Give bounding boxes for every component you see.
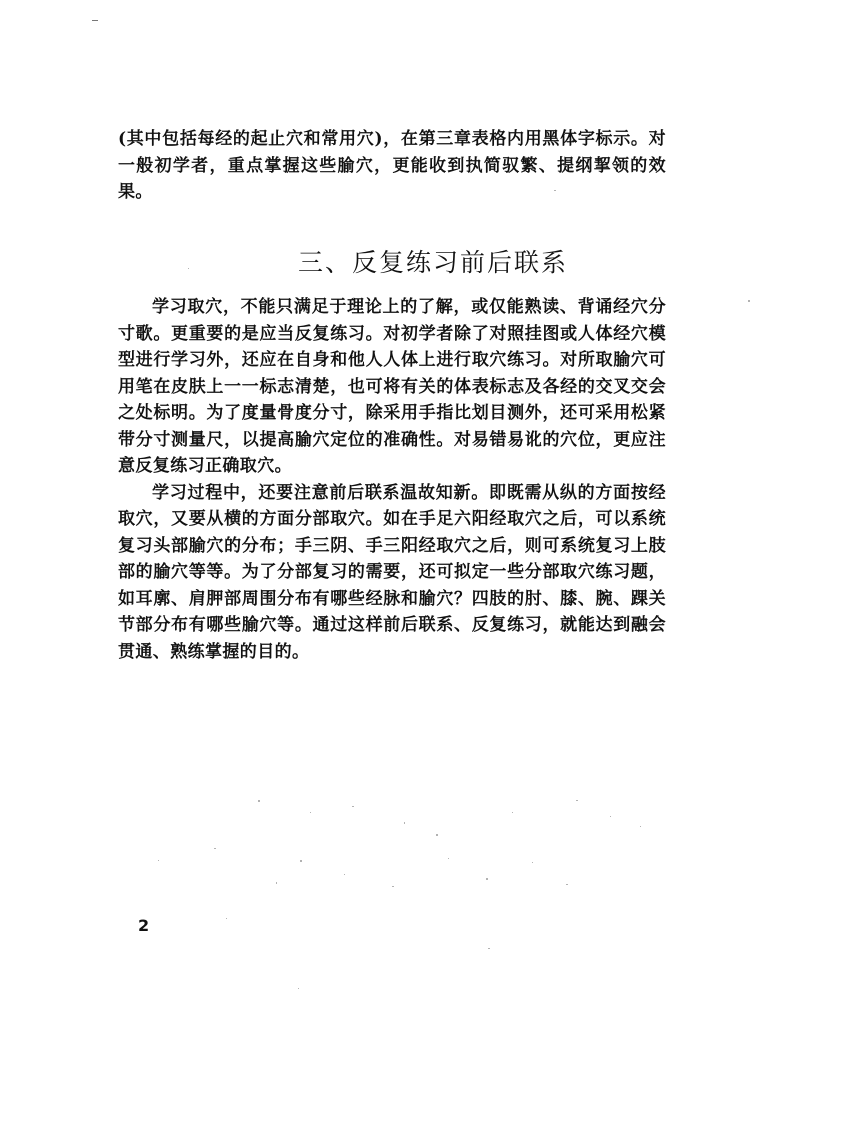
speck: [610, 816, 611, 817]
speck: [344, 874, 345, 875]
speck: [512, 812, 513, 813]
section-heading: 三、反复练习前后联系: [297, 248, 568, 277]
page-number: 2: [138, 916, 150, 935]
speck: [566, 884, 568, 885]
speck: [298, 988, 299, 989]
speck: [488, 948, 490, 949]
speck: [276, 882, 277, 884]
section-body: [118, 294, 666, 665]
speck: [352, 806, 354, 807]
scan-edge-mark: [92, 20, 98, 21]
speck: [576, 800, 578, 801]
speck: [226, 918, 227, 919]
speck: [188, 268, 189, 269]
speck: [448, 858, 449, 859]
intro-paragraph-block: [118, 126, 666, 206]
speck: [158, 860, 159, 861]
speck: [214, 848, 216, 849]
intro-paragraph: (其中包括每经的起止穴和常用穴)，在第三章表格内用黑体字标示。对一般初学者，重点掌握这些腧穴，更能收到执简驭繁、提纲挈领的效果。: [118, 129, 666, 202]
speck: [748, 300, 750, 302]
speck: [486, 878, 488, 880]
speck: [404, 822, 405, 824]
paragraph-practice: 学习取穴，不能只满足于理论上的了解，或仅能熟读、背诵经穴分寸歌。更重要的是应当反复练习。对初学者除了对照挂图或人体经穴模型进行学习外，还应在自身和他人人体上进行取穴练习。对所取腧穴可用笔在皮肤上一一标志清楚，也可将有关的体表标志及各经的交叉交会之处标明。为了度量骨度分寸，除采用手指比划目测外，还可采用松紧带分寸测量尺，以提高腧穴定位的准确性。对易错易讹的穴位，更应注意反复练习正确取穴。: [118, 297, 666, 476]
speck: [640, 826, 641, 827]
speck: [436, 834, 438, 836]
speck: [392, 886, 394, 887]
speck: [532, 862, 533, 863]
speck: [554, 190, 556, 191]
speck: [310, 812, 311, 813]
speck: [258, 800, 260, 802]
speck: [300, 860, 302, 862]
paragraph-review: 学习过程中，还要注意前后联系温故知新。即既需从纵的方面按经取穴，又要从横的方面分部取穴。如在手足六阳经取穴之后，可以系统复习头部腧穴的分布；手三阴、手三阳经取穴之后，则可系统复习上肢部的腧穴等等。为了分部复习的需要，还可拟定一些分部取穴练习题，如耳廓、肩胛部周围分布有哪些经脉和腧穴？四肢的肘、膝、腕、踝关节部分布有哪些腧穴等。通过这样前后联系、反复练习，就能达到融会贯通、熟练掌握的目的。: [118, 482, 666, 662]
